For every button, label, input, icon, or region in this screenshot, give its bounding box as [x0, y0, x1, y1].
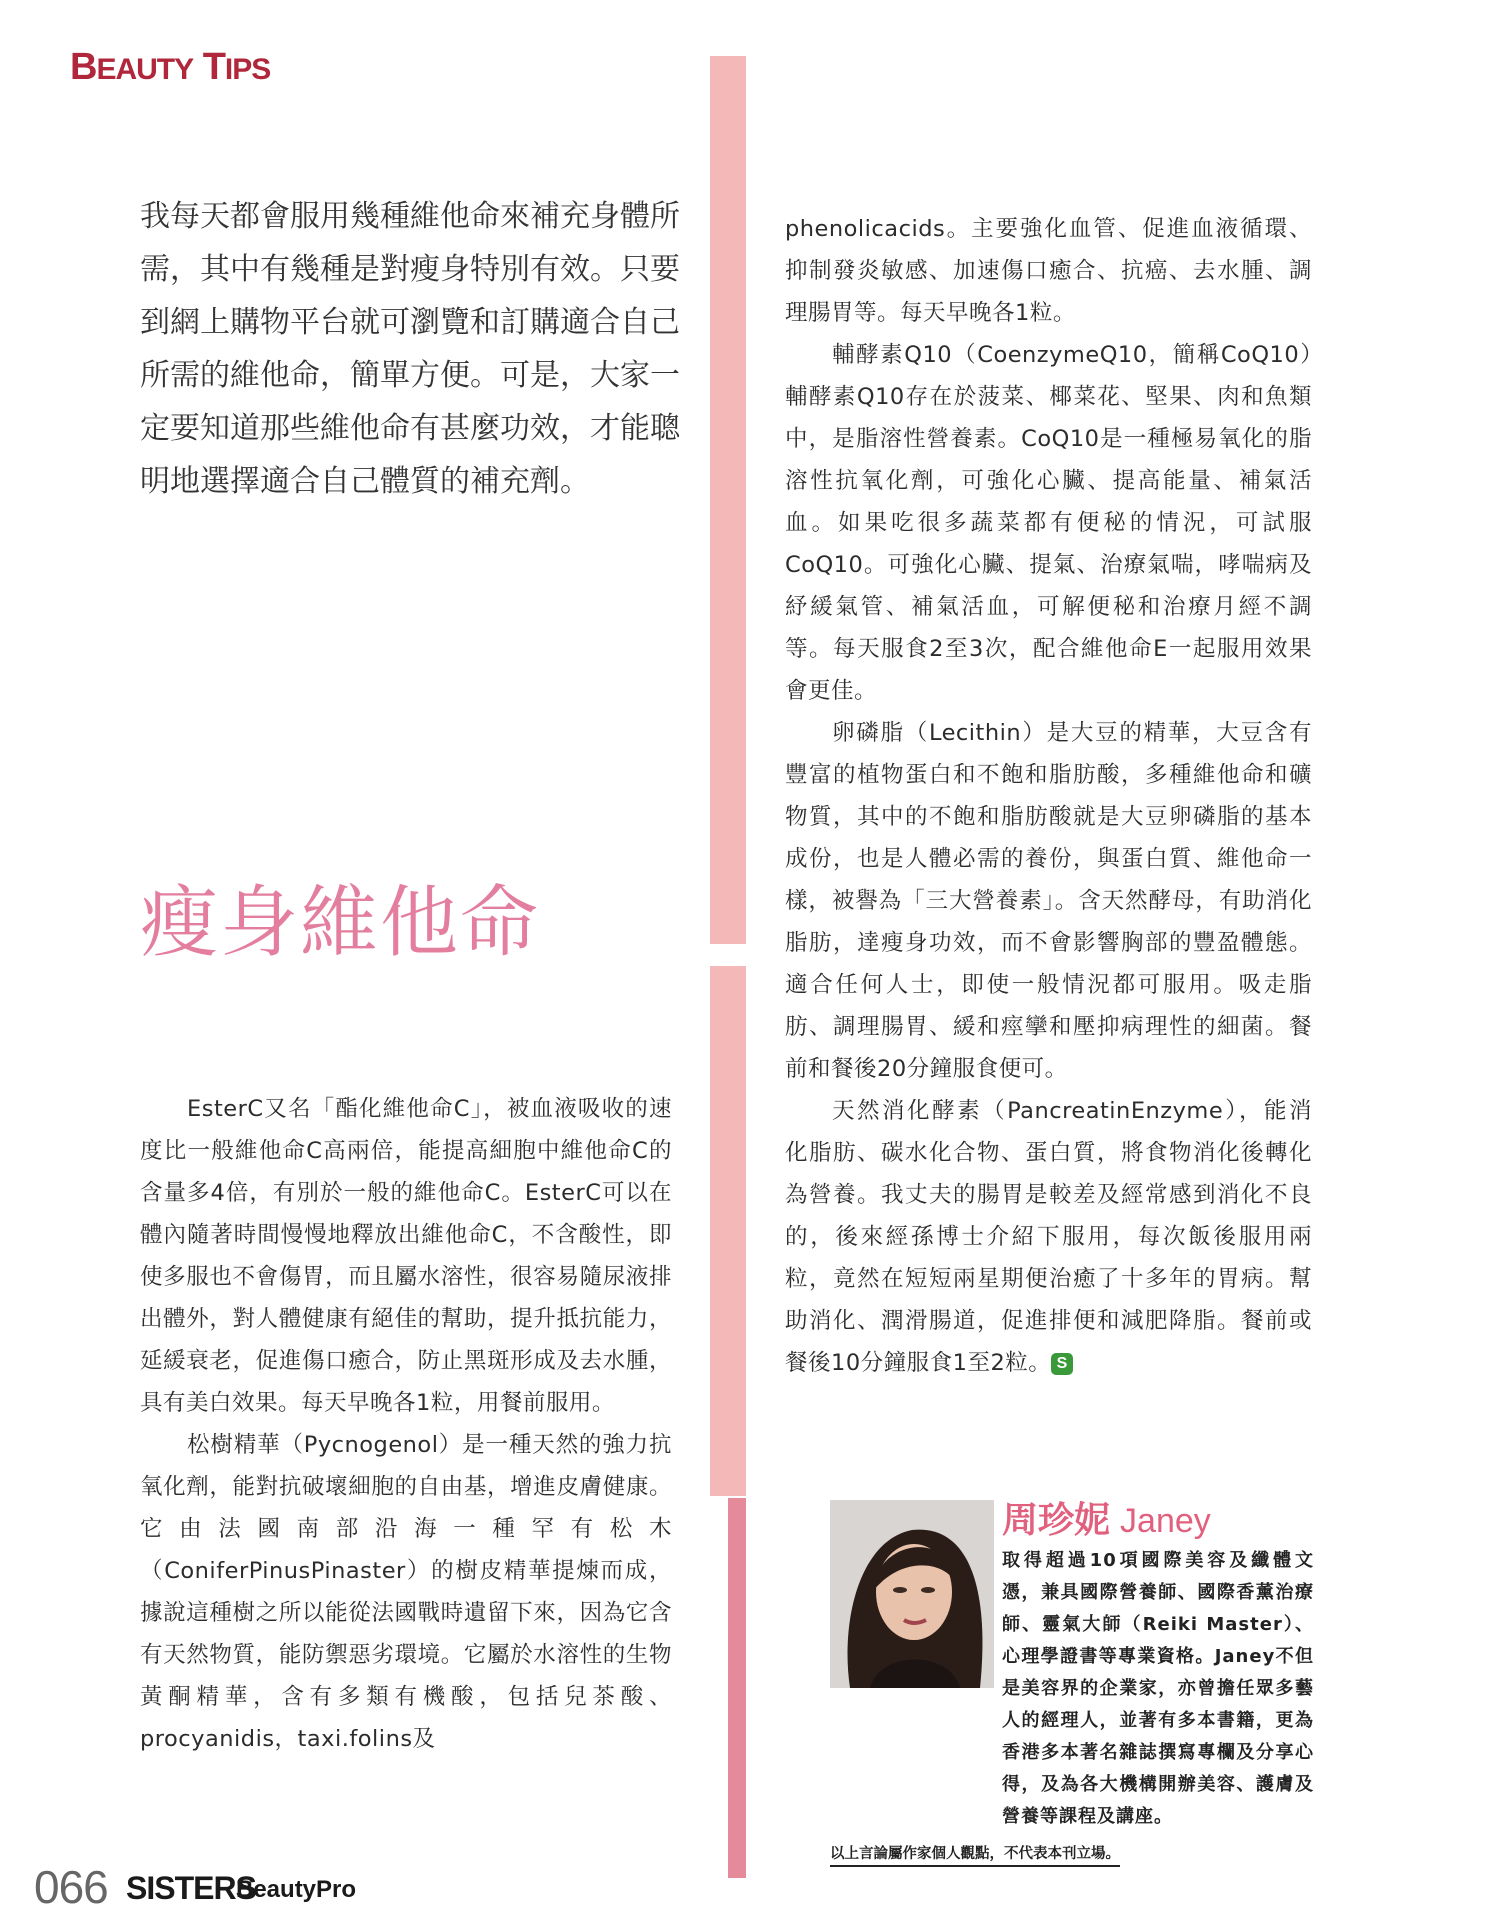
paragraph-ester-c: EsterC又名「酯化維他命C」，被血液吸收的速度比一般維他命C高兩倍，能提高細胞中維他命C的含量多4倍，有別於一般的維他命C。EsterC可以在體內隨著時間慢慢地釋放出維他命C，不含酸性，即使多服也不會傷胃，而且屬水溶性，很容易隨尿液排出體外，對人體健康有絕佳的幫助，提升抵抗能力，延緩衰老，促進傷口癒合，防止黑斑形成及去水腫，具有美白效果。每天早晚各1粒，用餐前服用。	[140, 1096, 672, 1416]
divider-bar-bottom	[710, 966, 746, 1496]
paragraph-coq10: 輔酵素Q10（CoenzymeQ10，簡稱CoQ10）輔酵素Q10存在於菠菜、椰菜花、堅果、肉和魚類中，是脂溶性營養素。CoQ10是一種極易氧化的脂溶性抗氧化劑，可強化心臟、提高能量、補氣活血。如果吃很多蔬菜都有便秘的情況，可試服CoQ10。可強化心臟、提氣、治療氣喘，哮喘病及紓緩氣管、補氣活血，可解便秘和治療月經不調等。每天服食2至3次，配合維他命E一起服用效果會更佳。	[785, 342, 1312, 704]
section-label-b: B	[70, 46, 97, 88]
divider-bar-top	[710, 56, 746, 944]
divider-bar-accent	[728, 1498, 746, 1878]
brand-subtitle: BeautyPro	[236, 1876, 357, 1903]
left-column	[140, 1088, 672, 1760]
paragraph-enzyme	[785, 1090, 1312, 1384]
section-label-eauty: EAUTY	[96, 53, 194, 86]
right-column	[785, 208, 1312, 1384]
article-heading: 瘦身維他命	[140, 878, 541, 968]
author-name-zh: 周珍妮	[1002, 1499, 1111, 1540]
intro-paragraph: 我每天都會服用幾種維他命來補充身體所需，其中有幾種是對瘦身特別有效。只要到網上購物平台就可瀏覽和訂購適合自己所需的維他命，簡單方便。可是，大家一定要知道那些維他命有甚麼功效，才能聰明地選擇適合自己體質的補充劑。	[140, 199, 680, 499]
paragraph-continuation: phenolicacids。主要強化血管、促進血液循環、抑制發炎敏感、加速傷口癒合、抗癌、去水腫、調理腸胃等。每天早晚各1粒。	[785, 216, 1312, 326]
section-label-t: T	[202, 46, 225, 88]
disclaimer: 以上言論屬作家個人觀點，不代表本刊立場。	[830, 1842, 1120, 1867]
section-label	[70, 46, 270, 89]
brand-logo: SISTERS	[126, 1870, 256, 1906]
author-name-en: Janey	[1120, 1502, 1211, 1540]
paragraph-enzyme-text: 天然消化酵素（PancreatinEnzyme），能消化脂肪、碳水化合物、蛋白質，將食物消化後轉化為營養。我丈夫的腸胃是較差及經常感到消化不良的，後來經孫博士介紹下服用，每次飯後服用兩粒，竟然在短短兩星期便治癒了十多年的胃病。幫助消化、潤滑腸道，促進排便和減肥降脂。餐前或餐後10分鐘服食1至2粒。	[785, 1098, 1312, 1376]
paragraph-lecithin: 卵磷脂（Lecithin）是大豆的精華，大豆含有豐富的植物蛋白和不飽和脂肪酸，多種維他命和礦物質，其中的不飽和脂肪酸就是大豆卵磷脂的基本成份，也是人體必需的養份，與蛋白質、維他命一樣，被譽為「三大營養素」。含天然酵母，有助消化脂肪，達瘦身功效，而不會影響胸部的豐盈體態。適合任何人士，即使一般情況都可服用。吸走脂肪、調理腸胃、緩和痙攣和壓抑病理性的細菌。餐前和餐後20分鐘服食便可。	[785, 720, 1312, 1082]
end-mark-icon: S	[1051, 1353, 1073, 1375]
author-bio: 取得超過10項國際美容及纖體文憑，兼具國際營養師、國際香薰治療師、靈氣大師（Reiki Master）、心理學證書等專業資格。Janey不但是美容界的企業家，亦曾擔任眾多藝人的經理人，並著有多本書籍，更為香港多本著名雜誌撰寫專欄及分享心得，及為各大機構開辦美容、護膚及營養等課程及講座。	[1002, 1550, 1314, 1827]
paragraph-pycnogenol: 松樹精華（Pycnogenol）是一種天然的強力抗氧化劑，能對抗破壞細胞的自由基，增進皮膚健康。它由法國南部沿海一種罕有松木（ConiferPinusPinaster）的樹皮精華提煉而成，據說這種樹之所以能從法國戰時遺留下來，因為它含有天然物質，能防禦惡劣環境。它屬於水溶性的生物黃酮精華，含有多類有機酸，包括兒茶酸、procyanidis，taxi.folins及	[140, 1432, 672, 1752]
author-name	[1002, 1492, 1211, 1543]
section-label-ips: IPS	[224, 53, 271, 86]
author-photo	[830, 1500, 994, 1688]
page-number: 066	[34, 1861, 108, 1913]
